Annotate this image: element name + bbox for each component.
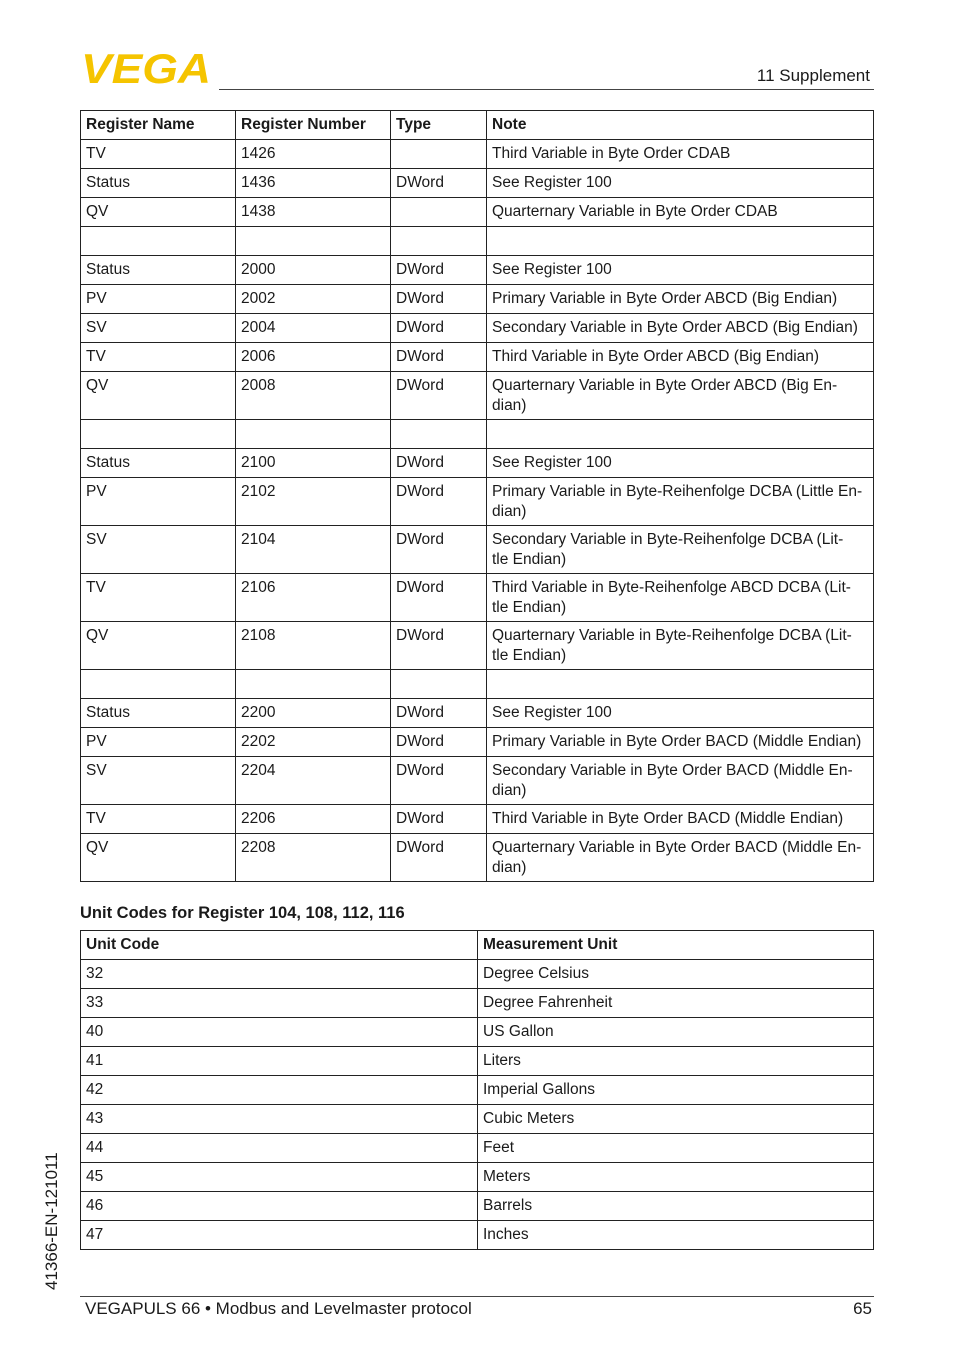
table-cell: 2108 [236,622,391,670]
table-cell: 2004 [236,314,391,343]
table-row [81,805,874,834]
table-cell [487,420,874,449]
table-cell: DWord [391,574,487,622]
table-cell: 47 [81,1221,478,1250]
table-cell: 46 [81,1192,478,1221]
table-cell: DWord [391,699,487,728]
table-cell: QV [81,834,236,882]
table-cell: Third Variable in Byte Order ABCD (Big Endian) [487,343,874,372]
table-row [81,140,874,169]
table-cell: 1426 [236,140,391,169]
table-cell: Quarternary Variable in Byte Order ABCD (Big En- dian) [487,372,874,420]
table-cell: See Register 100 [487,256,874,285]
table-cell: DWord [391,478,487,526]
table-cell [391,140,487,169]
table-cell: TV [81,140,236,169]
table-row [81,1018,874,1047]
table-cell: Quarternary Variable in Byte Order BACD (Middle En- dian) [487,834,874,882]
table-cell [81,227,236,256]
table-cell [391,198,487,227]
table-cell: Degree Celsius [478,960,874,989]
table-cell: See Register 100 [487,169,874,198]
table-row [81,1221,874,1250]
table-cell: TV [81,805,236,834]
table-cell: 42 [81,1076,478,1105]
table-row [81,1163,874,1192]
table-cell: Cubic Meters [478,1105,874,1134]
table-header-row [81,931,874,960]
table-cell [391,420,487,449]
table-cell: Status [81,169,236,198]
table-cell: 43 [81,1105,478,1134]
table-row [81,526,874,574]
table-row [81,574,874,622]
table-row [81,670,874,699]
table-cell: SV [81,314,236,343]
page-number: 65 [853,1299,872,1318]
table-cell [81,670,236,699]
table-cell [236,227,391,256]
table-cell [81,420,236,449]
table-cell: DWord [391,622,487,670]
table-cell: 2000 [236,256,391,285]
unit-codes-heading: Unit Codes for Register 104, 108, 112, 116 [80,904,405,922]
table-cell: US Gallon [478,1018,874,1047]
table-row [81,227,874,256]
table-row [81,728,874,757]
table-cell: 2202 [236,728,391,757]
footer-title: VEGAPULS 66 • Modbus and Levelmaster protocol [85,1299,472,1318]
table-cell: 33 [81,989,478,1018]
table-cell: DWord [391,285,487,314]
table-cell [391,227,487,256]
header-divider [219,89,874,90]
table-cell [236,670,391,699]
table-cell: DWord [391,256,487,285]
table-row [81,1134,874,1163]
table-cell: Degree Fahrenheit [478,989,874,1018]
table-cell: Primary Variable in Byte-Reihenfolge DCBA (Little En- dian) [487,478,874,526]
table-cell: SV [81,526,236,574]
table-row [81,449,874,478]
table-cell: QV [81,198,236,227]
table-cell: See Register 100 [487,699,874,728]
column-header: Type [391,111,487,140]
svg-text:VEGA: VEGA [81,50,211,86]
table-cell: DWord [391,449,487,478]
table-cell: Primary Variable in Byte Order BACD (Middle Endian) [487,728,874,757]
table-cell: 2200 [236,699,391,728]
table-cell: Secondary Variable in Byte-Reihenfolge DCBA (Lit- tle Endian) [487,526,874,574]
table-cell: DWord [391,805,487,834]
table-cell: 2102 [236,478,391,526]
table-cell: DWord [391,372,487,420]
table-cell: Third Variable in Byte Order CDAB [487,140,874,169]
table-cell: TV [81,343,236,372]
table-cell: Secondary Variable in Byte Order ABCD (Big Endian) [487,314,874,343]
table-row [81,420,874,449]
table-cell: Liters [478,1047,874,1076]
table-cell: 2106 [236,574,391,622]
table-row [81,960,874,989]
table-cell [487,227,874,256]
column-header: Register Name [81,111,236,140]
table-cell: SV [81,757,236,805]
table-row [81,1047,874,1076]
table-row [81,1105,874,1134]
table-cell: QV [81,372,236,420]
table-cell: Inches [478,1221,874,1250]
table-row [81,372,874,420]
table-row [81,989,874,1018]
table-row [81,834,874,882]
table-cell: DWord [391,757,487,805]
table-cell: 45 [81,1163,478,1192]
table-cell: 2208 [236,834,391,882]
table-cell: Imperial Gallons [478,1076,874,1105]
table-row [81,169,874,198]
table-cell [236,420,391,449]
table-row [81,198,874,227]
table-cell: 2104 [236,526,391,574]
table-cell: DWord [391,728,487,757]
table-cell: 2204 [236,757,391,805]
column-header: Unit Code [81,931,478,960]
table-cell: Quarternary Variable in Byte-Reihenfolge DCBA (Lit- tle Endian) [487,622,874,670]
footer-divider [80,1296,874,1297]
table-row [81,1192,874,1221]
table-cell: DWord [391,834,487,882]
table-cell: DWord [391,343,487,372]
table-cell: DWord [391,169,487,198]
table-cell [487,670,874,699]
table-cell [391,670,487,699]
table-cell: 2008 [236,372,391,420]
table-cell: 32 [81,960,478,989]
table-cell: Status [81,449,236,478]
table-cell: 1436 [236,169,391,198]
table-cell: Third Variable in Byte Order BACD (Middle Endian) [487,805,874,834]
column-header: Note [487,111,874,140]
table-cell: Barrels [478,1192,874,1221]
table-cell: TV [81,574,236,622]
table-row [81,1076,874,1105]
unit-code-table [80,930,874,1250]
table-cell: 2100 [236,449,391,478]
table-row [81,256,874,285]
table-cell: Feet [478,1134,874,1163]
table-cell: 40 [81,1018,478,1047]
table-cell: 1438 [236,198,391,227]
table-cell: 2206 [236,805,391,834]
table-cell: 2002 [236,285,391,314]
table-row [81,343,874,372]
table-cell: Primary Variable in Byte Order ABCD (Big Endian) [487,285,874,314]
document-code: 41366-EN-121011 [42,1152,61,1290]
vega-logo [81,50,213,86]
table-cell: Secondary Variable in Byte Order BACD (Middle En- dian) [487,757,874,805]
table-cell: DWord [391,526,487,574]
table-cell: 44 [81,1134,478,1163]
table-row [81,757,874,805]
table-cell: Status [81,256,236,285]
table-cell: Status [81,699,236,728]
table-cell: PV [81,728,236,757]
table-cell: Third Variable in Byte-Reihenfolge ABCD DCBA (Lit- tle Endian) [487,574,874,622]
table-row [81,314,874,343]
table-row [81,285,874,314]
column-header: Measurement Unit [478,931,874,960]
register-table [80,110,874,882]
table-cell: PV [81,285,236,314]
column-header: Register Number [236,111,391,140]
table-cell: PV [81,478,236,526]
table-cell: Quarternary Variable in Byte Order CDAB [487,198,874,227]
table-cell: QV [81,622,236,670]
table-cell: See Register 100 [487,449,874,478]
table-cell: 41 [81,1047,478,1076]
table-row [81,699,874,728]
table-row [81,478,874,526]
table-cell: DWord [391,314,487,343]
table-cell: 2006 [236,343,391,372]
table-header-row [81,111,874,140]
section-title: 11 Supplement [756,66,870,85]
table-row [81,622,874,670]
table-cell: Meters [478,1163,874,1192]
